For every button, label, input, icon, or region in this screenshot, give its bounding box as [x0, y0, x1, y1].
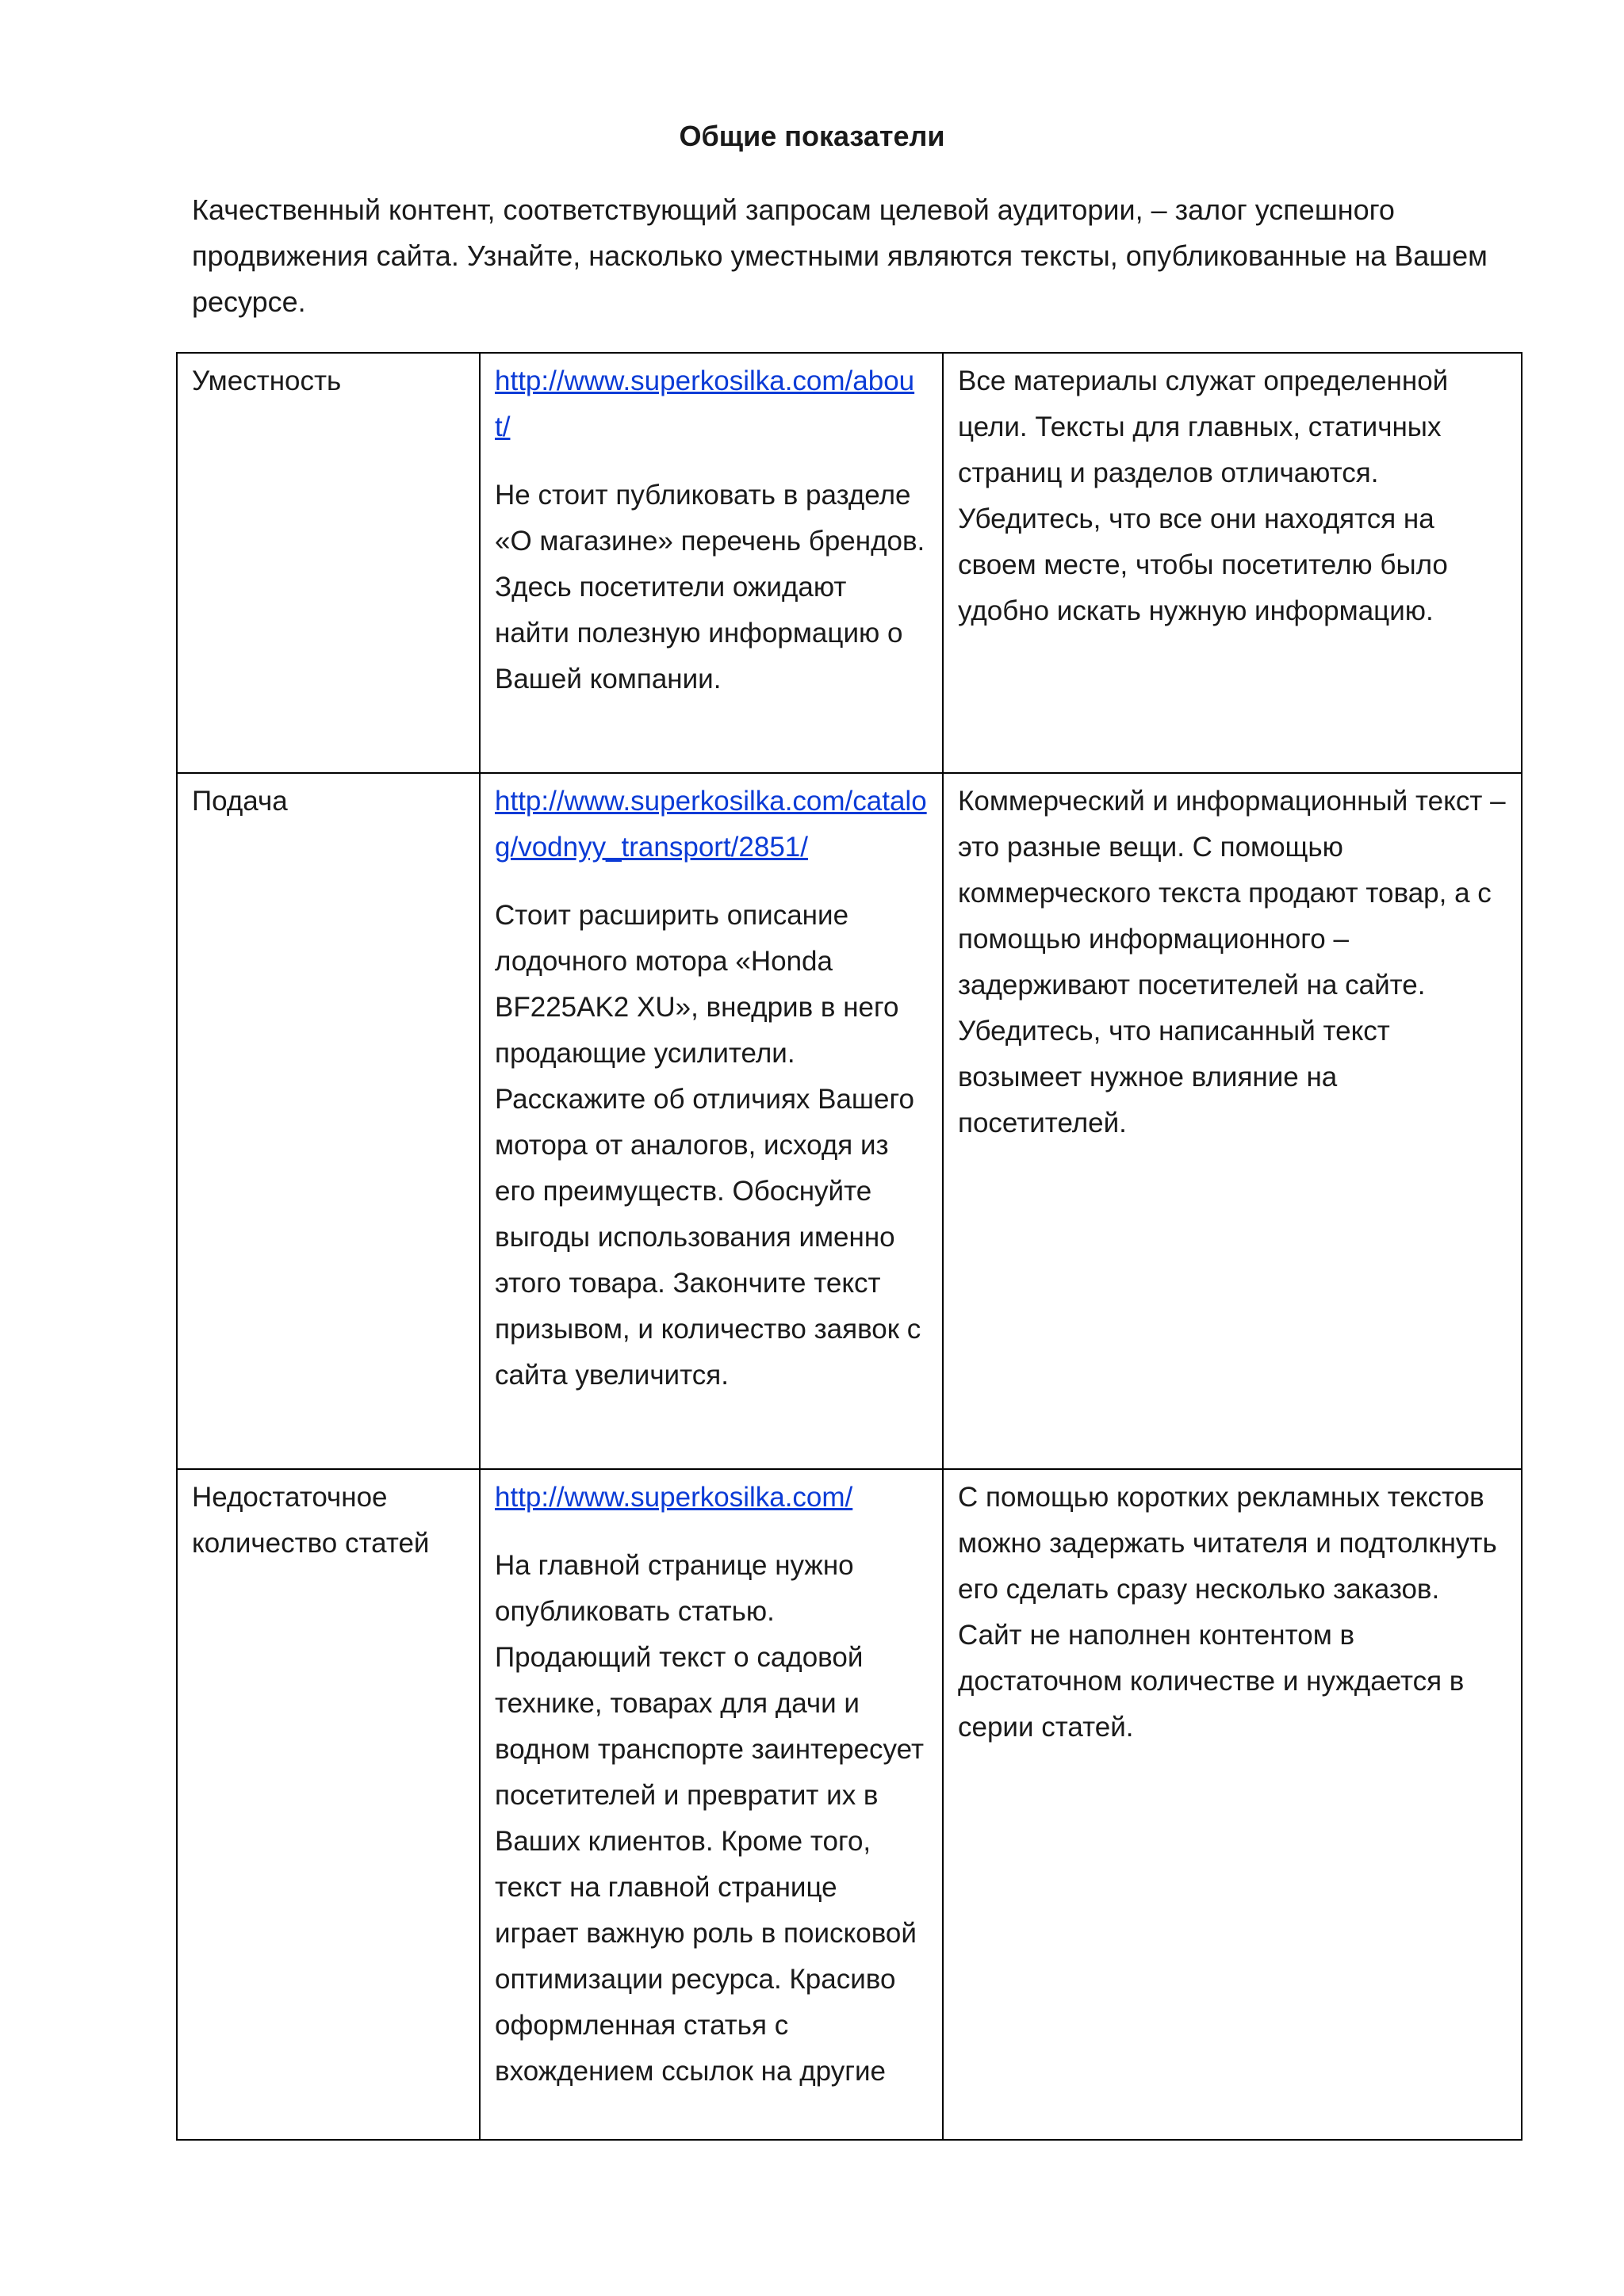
table-row	[177, 773, 1522, 1469]
explanation-text: С помощью коротких рекламных текстов можно задержать читателя и подтолкнуть его сделать сразу несколько заказов. Сайт не наполнен контентом в достаточном количестве и нуждается в серии статей.	[958, 1482, 1497, 1743]
criterion-cell	[177, 773, 480, 1469]
intro-paragraph: Качественный контент, соответствующий запросам целевой аудитории, – залог успешного продвижения сайта. Узнайте, насколько уместными являются тексты, опубликованные на Вашем ресурсе.	[192, 193, 1488, 318]
page-url-link[interactable]: http://www.superkosilka.com/catalog/vodnyy_transport/2851/	[495, 786, 927, 863]
explanation-cell	[943, 773, 1522, 1469]
details-cell	[480, 353, 943, 773]
explanation-cell	[943, 353, 1522, 773]
explanation-text: Коммерческий и информационный текст – это разные вещи. С помощью коммерческого текста продают товар, а с помощью информационного – задерживают посетителей на сайте. Убедитесь, что написанный текст возымеет нужное влияние на посетителей.	[958, 786, 1506, 1138]
explanation-text: Все материалы служат определенной цели. Тексты для главных, статичных страниц и разделов отличаются. Убедитесь, что все они находятся на своем месте, чтобы посетителю было удобно искать нужную информацию.	[958, 365, 1449, 626]
content-report-table	[176, 352, 1522, 2141]
table-row	[177, 1469, 1522, 2140]
criterion-cell	[177, 1469, 480, 2140]
recommendation-text: На главной странице нужно опубликовать статью. Продающий текст о садовой технике, товарах для дачи и водном транспорте заинтересует посетителей и превратит их в Ваших клиентов. Кроме того, текст на главной странице играет важную роль в поисковой оптимизации ресурса. Красиво оформленная статья с вхождением ссылок на другие	[495, 1550, 924, 2087]
criterion-label: Уместность	[192, 365, 342, 396]
recommendation-text: Не стоит публиковать в разделе «О магазине» перечень брендов. Здесь посетители ожидают найти полезную информацию о Вашей компании.	[495, 480, 925, 695]
explanation-cell	[943, 1469, 1522, 2140]
criterion-label: Недостаточное количество статей	[192, 1482, 430, 1559]
page-url-link[interactable]: http://www.superkosilka.com/	[495, 1482, 853, 1513]
recommendation-text: Стоит расширить описание лодочного мотора «Honda BF225AK2 XU», внедрив в него продающие усилители. Расскажите об отличиях Вашего мотора от аналогов, исходя из его преимуществ. Обоснуйте выгоды использования именно этого товара. Закончите текст призывом, и количество заявок с сайта увеличится.	[495, 900, 921, 1391]
criterion-label: Подача	[192, 786, 288, 817]
details-cell	[480, 773, 943, 1469]
table-row	[177, 353, 1522, 773]
page-url-link[interactable]: http://www.superkosilka.com/about/	[495, 365, 915, 442]
criterion-cell	[177, 353, 480, 773]
page-title: Общие показатели	[679, 120, 945, 152]
details-cell	[480, 1469, 943, 2140]
